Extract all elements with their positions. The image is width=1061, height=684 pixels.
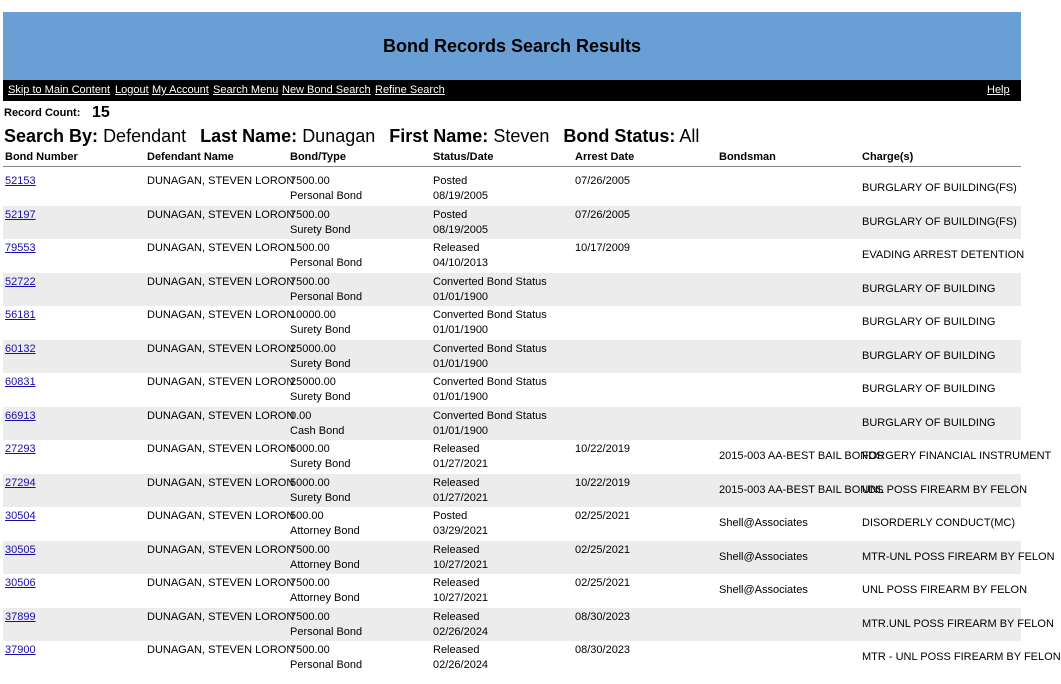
bond-status: Converted Bond Status: [433, 409, 547, 422]
status-date: 01/01/1900: [433, 290, 489, 303]
bond-number-link[interactable]: 52153: [5, 175, 36, 187]
arrest-date: 10/17/2009: [575, 242, 631, 254]
bond-status: Released: [433, 610, 480, 623]
bond-number-cell: [5, 543, 145, 558]
defendant-name: DUNAGAN, STEVEN LORON: [147, 309, 295, 321]
bond-number-link[interactable]: 52197: [5, 208, 36, 221]
bond-type-cell: [290, 241, 430, 271]
status-date: 03/29/2021: [433, 525, 489, 537]
defendant-name: DUNAGAN, STEVEN LORON: [147, 242, 295, 254]
table-row: [3, 507, 1021, 540]
bond-status: Released: [433, 644, 480, 656]
table-row: [3, 541, 1055, 574]
bond-type-cell: [290, 610, 430, 640]
last-name-label: Last Name:: [200, 126, 298, 146]
bond-status: Converted Bond Status: [433, 342, 547, 355]
arrest-date: 08/30/2023: [575, 644, 631, 656]
charges: BURGLARY OF BUILDING(FS): [862, 215, 1017, 228]
bond-number-link[interactable]: 56181: [5, 309, 36, 321]
search-by-label: Search By:: [4, 126, 99, 146]
status-date: 01/01/1900: [433, 324, 489, 336]
bond-type: Attorney Bond: [290, 592, 360, 604]
bondsman: 2015-003 AA-BEST BAIL BONDS: [719, 450, 884, 462]
bond-amount: 25000.00: [290, 342, 336, 355]
bondsman: 2015-003 AA-BEST BAIL BONDS: [719, 483, 884, 496]
bond-type: Personal Bond: [290, 659, 363, 671]
bond-type-cell: [290, 476, 430, 506]
header-bond-number: Bond Number: [5, 151, 78, 163]
new-bond-search-link[interactable]: New Bond Search: [282, 84, 371, 96]
arrest-date: 02/25/2021: [575, 577, 631, 589]
bond-type-cell: [290, 442, 430, 472]
bond-number-link[interactable]: 30506: [5, 577, 36, 589]
bond-number-cell: [5, 509, 145, 524]
bond-number-link[interactable]: 30504: [5, 510, 36, 522]
bond-status: Converted Bond Status: [433, 309, 547, 321]
status-date-cell: [433, 208, 573, 238]
status-date: 01/01/1900: [433, 357, 489, 370]
charges: UNL POSS FIREARM BY FELON: [862, 584, 1028, 596]
header-banner: [3, 12, 1021, 80]
bond-status: Released: [433, 577, 480, 589]
bond-type-cell: [290, 375, 430, 405]
search-by-value: Defendant: [103, 126, 187, 146]
charges: MTR-UNL POSS FIREARM BY FELON: [862, 550, 1055, 563]
bond-type-cell: [290, 208, 430, 238]
refine-search-link[interactable]: Refine Search: [375, 84, 445, 96]
status-date: 08/19/2005: [433, 223, 489, 236]
bond-status: Converted Bond Status: [433, 376, 547, 388]
search-menu-link[interactable]: Search Menu: [213, 84, 279, 96]
defendant-name: DUNAGAN, STEVEN LORON: [147, 443, 295, 455]
status-date-cell: [433, 442, 573, 472]
status-date-cell: [433, 308, 573, 338]
charges: MTR - UNL POSS FIREARM BY FELON: [862, 651, 1061, 663]
status-date: 02/26/2024: [433, 659, 489, 671]
charges: DISORDERLY CONDUCT(MC): [862, 517, 1015, 529]
defendant-name: DUNAGAN, STEVEN LORON: [147, 208, 295, 221]
charges: BURGLARY OF BUILDING: [862, 383, 996, 395]
defendant-name: DUNAGAN, STEVEN LORON: [147, 275, 295, 288]
bond-number-link[interactable]: 52722: [5, 275, 36, 288]
status-date-cell: [433, 610, 573, 640]
bond-amount: 10000.00: [290, 309, 336, 321]
status-date-cell: [433, 174, 573, 204]
bond-number-link[interactable]: 66913: [5, 409, 36, 422]
bondsman: Shell@Associates: [719, 584, 808, 596]
bond-type-cell: [290, 576, 430, 606]
bond-amount: 0.00: [290, 409, 312, 422]
bond-number-cell: [5, 241, 145, 256]
status-date: 01/27/2021: [433, 458, 489, 470]
header-divider: [3, 166, 1021, 167]
defendant-name: DUNAGAN, STEVEN LORON: [147, 376, 295, 388]
bond-amount: 7500.00: [290, 610, 330, 623]
bond-number-link[interactable]: 60132: [5, 342, 36, 355]
bond-status: Released: [433, 543, 480, 556]
bond-number-link[interactable]: 60831: [5, 376, 36, 388]
bond-type: Personal Bond: [290, 257, 363, 269]
charges: MTR.UNL POSS FIREARM BY FELON: [862, 617, 1054, 630]
bond-amount: 7500.00: [290, 275, 330, 288]
bond-type: Surety Bond: [290, 223, 351, 236]
header-charges: Charge(s): [862, 151, 914, 163]
charges: BURGLARY OF BUILDING: [862, 416, 996, 429]
bond-number-cell: [5, 643, 145, 658]
table-row: [3, 340, 1021, 373]
charges: UNL POSS FIREARM BY FELON: [862, 483, 1028, 496]
bond-number-link[interactable]: 79553: [5, 242, 36, 254]
bond-number-cell: [5, 442, 145, 457]
bond-number-link[interactable]: 37900: [5, 644, 36, 656]
bond-type: Surety Bond: [290, 324, 351, 336]
defendant-name: DUNAGAN, STEVEN LORON: [147, 577, 295, 589]
status-date-cell: [433, 643, 573, 673]
header-status-date: Status/Date: [433, 151, 494, 163]
bond-status: Released: [433, 242, 480, 254]
bond-status-value: All: [679, 126, 700, 146]
bond-type: Attorney Bond: [290, 525, 360, 537]
bond-status: Converted Bond Status: [433, 275, 547, 288]
arrest-date: 10/22/2019: [575, 476, 631, 489]
table-row: [3, 373, 1021, 406]
bond-type: Cash Bond: [290, 424, 345, 437]
bond-number-cell: [5, 174, 145, 189]
defendant-name: DUNAGAN, STEVEN LORON: [147, 175, 295, 187]
bond-amount: 5000.00: [290, 443, 330, 455]
defendant-name: DUNAGAN, STEVEN LORON: [147, 476, 295, 489]
nav-bar: [3, 80, 1021, 101]
bond-number-cell: [5, 208, 145, 223]
status-date-cell: [433, 476, 573, 506]
status-date: 04/10/2013: [433, 257, 489, 269]
bond-type: Personal Bond: [290, 625, 363, 638]
status-date-cell: [433, 409, 573, 439]
header-bondsman: Bondsman: [719, 151, 776, 163]
defendant-name: DUNAGAN, STEVEN LORON: [147, 644, 295, 656]
bond-type-cell: [290, 308, 430, 338]
bond-status: Posted: [433, 510, 468, 522]
defendant-name: DUNAGAN, STEVEN LORON: [147, 610, 295, 623]
charges: FORGERY FINANCIAL INSTRUMENT: [862, 450, 1052, 462]
bond-type: Personal Bond: [290, 290, 363, 303]
bond-amount: 1500.00: [290, 242, 330, 254]
table-row: [3, 206, 1021, 239]
status-date-cell: [433, 275, 573, 305]
bond-number-cell: [5, 375, 145, 390]
table-row: [3, 574, 1028, 607]
search-criteria: [4, 126, 699, 147]
bondsman: Shell@Associates: [719, 517, 808, 529]
bond-type: Personal Bond: [290, 190, 363, 202]
bond-type: Surety Bond: [290, 391, 351, 403]
header-defendant-name: Defendant Name: [147, 151, 234, 163]
bond-status: Released: [433, 443, 480, 455]
defendant-name: DUNAGAN, STEVEN LORON: [147, 409, 295, 422]
charges: BURGLARY OF BUILDING: [862, 282, 996, 295]
record-count-label: Record Count:: [4, 107, 81, 119]
table-row: [3, 239, 1025, 272]
defendant-name: DUNAGAN, STEVEN LORON: [147, 510, 295, 522]
my-account-link[interactable]: My Account: [152, 84, 209, 96]
status-date-cell: [433, 509, 573, 539]
arrest-date: 08/30/2023: [575, 610, 631, 623]
bond-number-link[interactable]: 37899: [5, 610, 36, 623]
bond-type: Surety Bond: [290, 458, 351, 470]
status-date-cell: [433, 576, 573, 606]
header-bond-type: Bond/Type: [290, 151, 347, 163]
table-row: [3, 407, 1021, 440]
table-row: [3, 306, 1021, 339]
bond-amount: 7500.00: [290, 175, 330, 187]
status-date-cell: [433, 241, 573, 271]
record-count-value: 15: [92, 104, 110, 121]
table-row: [3, 440, 1052, 473]
status-date: 02/26/2024: [433, 625, 489, 638]
bond-type-cell: [290, 174, 430, 204]
arrest-date: 07/26/2005: [575, 208, 631, 221]
page-title: Bond Records Search Results: [382, 36, 642, 56]
status-date: 01/27/2021: [433, 491, 489, 504]
arrest-date: 02/25/2021: [575, 510, 631, 522]
bond-type-cell: [290, 543, 430, 573]
table-row: [3, 273, 1021, 306]
bond-amount: 7500.00: [290, 644, 330, 656]
bond-type: Attorney Bond: [290, 558, 360, 571]
bond-type: Surety Bond: [290, 357, 351, 370]
arrest-date: 10/22/2019: [575, 443, 631, 455]
first-name-value: Steven: [493, 126, 550, 146]
status-date-cell: [433, 543, 573, 573]
arrest-date: 02/25/2021: [575, 543, 631, 556]
bond-number-cell: [5, 275, 145, 290]
bond-amount: 7500.00: [290, 577, 330, 589]
bond-number-link[interactable]: 30505: [5, 543, 36, 556]
status-date: 08/19/2005: [433, 190, 489, 202]
table-row: [3, 641, 1061, 674]
last-name-value: Dunagan: [302, 126, 376, 146]
bond-number-cell: [5, 308, 145, 323]
bond-type-cell: [290, 342, 430, 372]
bond-number-link[interactable]: 27294: [5, 476, 36, 489]
bond-amount: 5000.00: [290, 476, 330, 489]
bond-type-cell: [290, 275, 430, 305]
first-name-label: First Name:: [389, 126, 489, 146]
status-date: 10/27/2021: [433, 558, 489, 571]
bond-number-cell: [5, 409, 145, 424]
bond-amount: 500.00: [290, 510, 324, 522]
bond-type: Surety Bond: [290, 491, 351, 504]
status-date: 01/01/1900: [433, 424, 489, 437]
bond-number-cell: [5, 342, 145, 357]
bond-type-cell: [290, 643, 430, 673]
bondsman: Shell@Associates: [719, 550, 808, 563]
skip-to-main-link[interactable]: Skip to Main Content: [8, 84, 111, 96]
defendant-name: DUNAGAN, STEVEN LORON: [147, 342, 295, 355]
bond-status-label: Bond Status:: [563, 126, 676, 146]
charges: EVADING ARREST DETENTION: [862, 249, 1025, 261]
table-row: [3, 172, 1021, 205]
arrest-date: 07/26/2005: [575, 175, 631, 187]
bond-amount: 25000.00: [290, 376, 336, 388]
bond-status: Posted: [433, 208, 468, 221]
status-date: 10/27/2021: [433, 592, 489, 604]
charges: BURGLARY OF BUILDING: [862, 349, 996, 362]
bond-amount: 7500.00: [290, 543, 330, 556]
defendant-name: DUNAGAN, STEVEN LORON: [147, 543, 295, 556]
bond-status: Released: [433, 476, 480, 489]
status-date: 01/01/1900: [433, 391, 489, 403]
bond-number-cell: [5, 576, 145, 591]
bond-number-cell: [5, 476, 145, 491]
charges: BURGLARY OF BUILDING(FS): [862, 182, 1017, 194]
bond-number-link[interactable]: 27293: [5, 443, 36, 455]
bond-type-cell: [290, 409, 430, 439]
table-row: [3, 474, 1028, 507]
bond-status: Posted: [433, 175, 468, 187]
bond-type-cell: [290, 509, 430, 539]
status-date-cell: [433, 342, 573, 372]
table-row: [3, 608, 1054, 641]
help-link[interactable]: Help: [987, 84, 1010, 96]
bond-number-cell: [5, 610, 145, 625]
header-arrest-date: Arrest Date: [575, 151, 635, 163]
logout-link[interactable]: Logout: [115, 84, 149, 96]
charges: BURGLARY OF BUILDING: [862, 316, 996, 328]
status-date-cell: [433, 375, 573, 405]
bond-amount: 7500.00: [290, 208, 330, 221]
